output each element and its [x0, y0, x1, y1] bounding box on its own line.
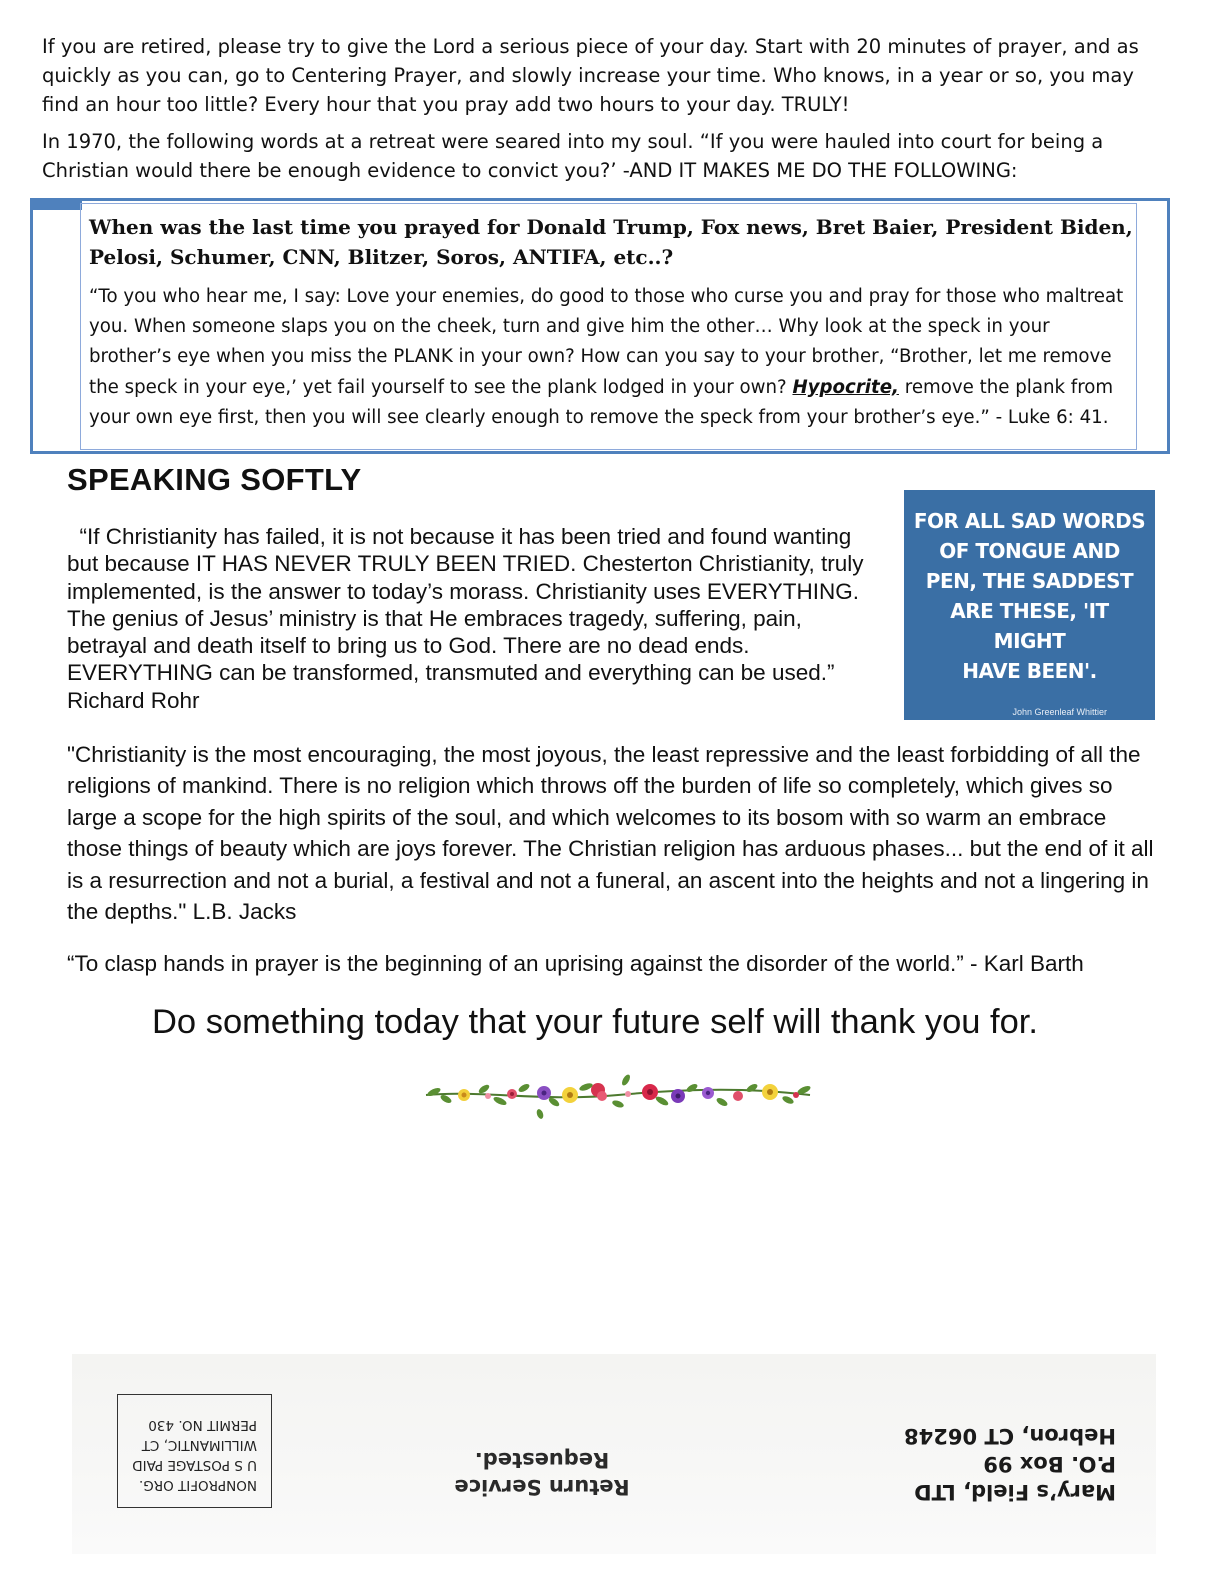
mailing-panel	[72, 1354, 1156, 1554]
flower-garland-icon	[422, 1068, 814, 1120]
postage-permit-box	[117, 1394, 272, 1508]
quote-card-line: OF TONGUE AND	[939, 539, 1120, 563]
rohr-quote: “If Christianity has failed, it is not because it has been tried and found wanting but because IT HAS NEVER TRULY BEEN TRIED. Chesterton Christianity, truly implemented, is the answer to today’s morass. Christianity uses EVERYTHING. The genius of Jesus’ ministry is that He embraces tragedy, suffering, pain, betrayal and death itself to bring us to God. There are no dead ends. EVERYTHING can be transformed, transmuted and everything can be used.” Richard Rohr	[67, 524, 870, 713]
permit-line2: U S POSTAGE PAID	[132, 1457, 257, 1473]
permit-line3: WILLIMANTIC, CT	[141, 1437, 257, 1453]
return-service-line1: Return Service	[454, 1475, 630, 1499]
intro-paragraph-retired: If you are retired, please try to give the Lord a serious piece of your day. Start with 20 minutes of prayer, and as quickly as you can, go to Centering Prayer, and slowly increase your time. Who knows, in a year or so, you may find an hour too little? Every hour that you pray add two hours to your day. TRULY!	[42, 35, 1139, 116]
whittier-quote-card	[904, 490, 1155, 720]
return-address-city: Hebron, CT 06248	[904, 1424, 1116, 1448]
prayer-question-lead: When	[89, 215, 154, 239]
barth-quote: “To clasp hands in prayer is the beginning of an uprising against the disorder of the world.” - Karl Barth	[67, 951, 1084, 976]
quote-card-line: ARE THESE, 'IT MIGHT	[950, 599, 1109, 653]
section-title-speaking-softly: SPEAKING SOFTLY	[67, 462, 362, 497]
quote-card-line: PEN, THE SADDEST	[925, 569, 1134, 593]
prayer-box	[80, 203, 1137, 450]
quote-card-line: HAVE BEEN'.	[962, 659, 1097, 683]
return-address-name: Mary’s Field, LTD	[914, 1480, 1116, 1504]
permit-line1: NONPROFIT ORG.	[138, 1477, 257, 1493]
intro-paragraph-1970: In 1970, the following words at a retreat were seared into my soul. “If you were hauled into court for being a Christian would there be enough evidence to convict you?’ -AND IT MAKES ME DO THE FOLLOWING:	[42, 130, 1104, 182]
return-service-line2: Requested.	[474, 1448, 610, 1472]
luke-quote-emphasis: Hypocrite,	[792, 376, 899, 398]
prayer-question-rest: was the last time you prayed for Donald Trump, Fox news, Bret Baier, President Biden, Pelosi, Schumer, CNN, Blitzer, Soros, ANTIFA, etc..?	[89, 215, 1133, 269]
quote-card-line: FOR ALL SAD WORDS	[913, 509, 1146, 533]
permit-line4: PERMIT NO. 430	[148, 1417, 257, 1433]
luke-quote-part2: remove the plank from your own eye first, then you will see clearly enough to remove the speck from your brother’s eye.” - Luke 6: 41.	[89, 376, 1114, 428]
return-address	[876, 1422, 1116, 1506]
return-address-box: P.O. Box 99	[983, 1452, 1116, 1476]
quote-card-author: John Greenleaf Whittier	[1012, 707, 1107, 717]
prayer-box-tab	[30, 198, 82, 210]
luke-quote-part1: “To you who hear me, I say: Love your enemies, do good to those who curse you and pray for those who maltreat you. When someone slaps you on the cheek, turn and give him the other… Why look at the speck in your brother’s eye when you miss the PLANK in your own? How can you say to your brother, “Brother, let me remove the speck in your eye,’ yet fail yourself to see the plank lodged in your own?	[89, 286, 1124, 398]
jacks-quote: "Christianity is the most encouraging, the most joyous, the least repressive and the least forbidding of all the religions of mankind. There is no religion which throws off the burden of life so completely, which gives so large a scope for the high spirits of the soul, and which welcomes to its bosom with so warm an embrace those things of beauty which are joys forever. The Christian religion has arduous phases... but the end of it all is a resurrection and not a burial, a festival and not a funeral, an ascent into the heights and not a lingering in the depths." L.B. Jacks	[67, 742, 1154, 925]
prayer-question	[89, 212, 1136, 272]
future-self-line: Do something today that your future self will thank you for.	[152, 1003, 1038, 1041]
luke-quote	[89, 282, 1136, 433]
return-service-requested	[442, 1446, 642, 1500]
quote-card-text	[912, 506, 1147, 686]
intro-section	[42, 32, 1172, 193]
